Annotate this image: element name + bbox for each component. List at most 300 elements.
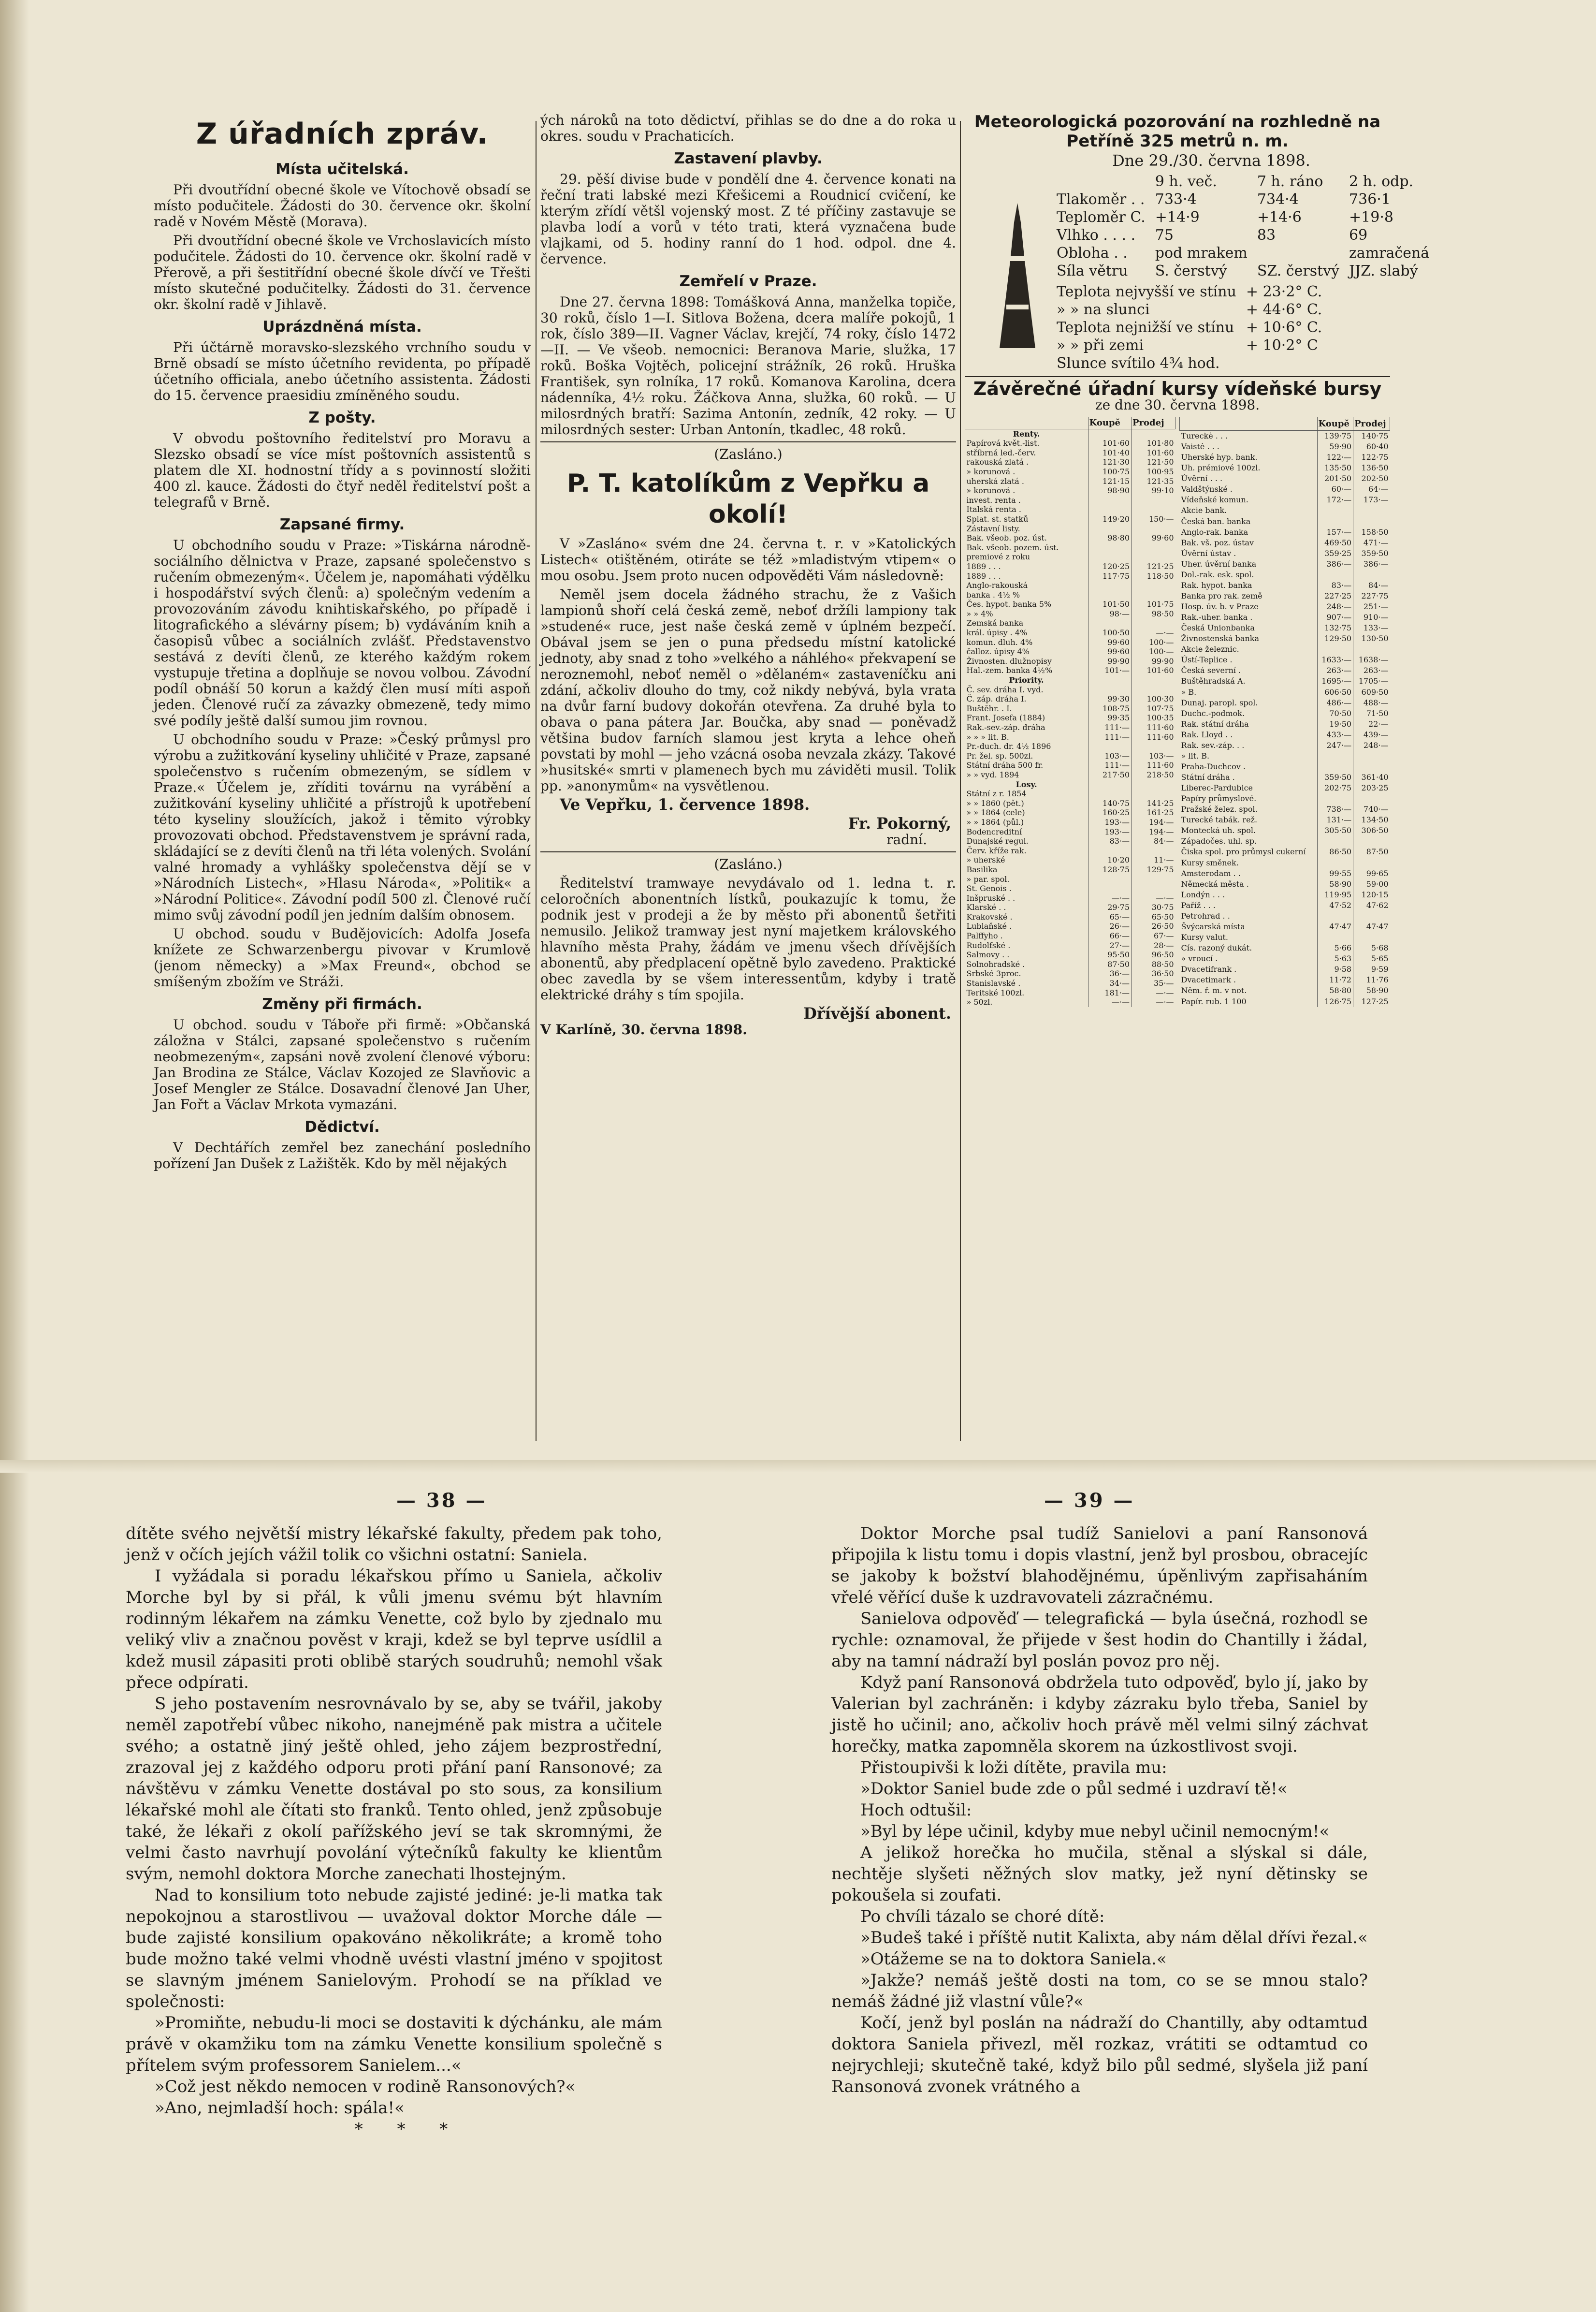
sent-in-label: (Zasláno.) xyxy=(714,856,783,872)
stock-row xyxy=(965,486,1175,496)
stock-value: 359·25 xyxy=(1317,548,1353,558)
stock-row xyxy=(1180,751,1390,761)
stock-value: 26·— xyxy=(1088,922,1131,931)
stock-name: Banka pro rak. země xyxy=(1181,591,1262,600)
stock-value xyxy=(1353,793,1390,804)
stock-name: Akcie bank. xyxy=(1181,506,1227,515)
stock-row xyxy=(965,571,1175,581)
stock-row xyxy=(1180,943,1390,953)
book-paragraph: »Byl by lépe učinil, kdyby mue nebyl učinil nemocným!« xyxy=(860,1822,1330,1841)
book-paragraph: »Budeš také i příště nutit Kalixta, aby nám dělal dřívi řezal.« xyxy=(860,1928,1368,1947)
stock-name: Zástavní listy. xyxy=(966,524,1020,533)
stock-value: 96·50 xyxy=(1132,950,1175,960)
page-number-left: — 38 — xyxy=(396,1489,487,1512)
paragraph: Neměl jsem docela žádného strachu, že z Vašich lampionů shoří celá česká země, neboť držíli lampiony tak »studené« ruce, jest naše česká země v úplném bezpečí. Obával jsem se jen o puna předsedu místní katolické jednoty, aby snad z toho »velkého a náhlého« překvapení se neroznemohl, neboť neměl o »dělaném« zastaveníčku ani zdání, ačkoliv dlouho do tmy, což nikdy nebývá, byla vrata na dvůr farní budovy dokořán otevřena. Za druhé byla to obava o pana pátera Jar. Boučka, aby snad — poněvadž většina budov farních slamou jest kryta a lehce oheň povstati by mohl — jeho vzácná osoba nevzala zkázy. Takové »husitské« smrti v plamenech bych mu záviděti musil. Tolik pp. »anonymům« na vysvětlenou. xyxy=(540,586,956,794)
stock-value xyxy=(1132,543,1175,553)
stock-value xyxy=(1088,780,1131,790)
stock-exchange-date: ze dne 30. června 1898. xyxy=(1095,397,1260,413)
stock-row xyxy=(965,457,1175,467)
stock-value xyxy=(1132,581,1175,590)
stock-name: Č. záp. dráha I. xyxy=(966,694,1027,704)
stock-row xyxy=(965,543,1175,553)
stock-value: 99·10 xyxy=(1132,486,1175,496)
stock-value: 101·60 xyxy=(1132,448,1175,458)
stock-exchange-tables xyxy=(965,417,1390,1007)
stock-value xyxy=(1132,505,1175,514)
stock-row xyxy=(965,666,1175,675)
stock-row xyxy=(1180,996,1390,1007)
weather-extra-table xyxy=(1052,283,1327,372)
stock-name: Rudolfské . xyxy=(966,940,1011,950)
weather-value: 733·4 xyxy=(1155,191,1197,208)
stock-value: 172·— xyxy=(1317,495,1353,505)
stock-value: 101·60 xyxy=(1088,439,1131,448)
stock-name: rakouská zlatá . xyxy=(966,457,1029,467)
weather-value xyxy=(1241,354,1327,372)
book-paragraph: Doktor Morche psal tudíž Sanielovi a paní Ransonová připojila k listu tomu i dopis vlastní, jenž byl prosbou, obracejíc se jakoby k božství blahodějnému, úpěnlivým zapřisaháním vřelé věřící duše k uzdravovateli zázračnému. xyxy=(831,1524,1368,1607)
stock-value: 161·25 xyxy=(1132,808,1175,818)
weather-row xyxy=(1052,226,1434,244)
stock-row xyxy=(965,742,1175,751)
stock-value: 99·65 xyxy=(1353,868,1390,878)
stock-value: 133·— xyxy=(1353,623,1390,633)
stock-name: Německá města . xyxy=(1181,879,1249,889)
stock-name: Státní dráha . xyxy=(1181,773,1235,782)
stock-value: —·— xyxy=(1132,628,1175,638)
stock-value: 1633·— xyxy=(1317,655,1353,665)
stock-name: Rak.-sev.-záp. dráha xyxy=(966,723,1045,732)
paragraph: V »Zasláno« svém dne 24. června t. r. v »Katolických Listech« otištěném, otiráte se též »mladistvým vtipem« o mou osobu. Jsem proto nucen odpověděti Vám následovně: xyxy=(540,536,956,584)
stock-row xyxy=(1180,559,1390,570)
stock-row xyxy=(965,552,1175,562)
stock-name: Anglo-rakouská xyxy=(966,581,1028,590)
stock-row xyxy=(1180,495,1390,505)
stock-value xyxy=(1353,644,1390,655)
stock-value: 131·— xyxy=(1317,815,1353,825)
stock-row xyxy=(965,865,1175,875)
stock-value xyxy=(1088,675,1131,685)
stock-value: —·— xyxy=(1132,893,1175,903)
weather-value: + 23·2° C. xyxy=(1246,283,1322,300)
stock-value xyxy=(1132,875,1175,884)
stock-table-left xyxy=(965,417,1175,1007)
stock-row xyxy=(965,524,1175,534)
stock-header-row xyxy=(1180,417,1390,431)
stock-value: 1695·— xyxy=(1317,676,1353,687)
stock-row xyxy=(965,780,1175,790)
stock-row xyxy=(965,969,1175,979)
stock-value: 121·15 xyxy=(1088,477,1131,486)
stock-row xyxy=(1180,623,1390,633)
stock-value: 471·— xyxy=(1353,537,1390,548)
signature: Fr. Pokorný, xyxy=(848,814,951,833)
stock-name: Bodencreditní xyxy=(966,827,1022,836)
stock-value: 88·50 xyxy=(1132,960,1175,969)
stock-value: 907·— xyxy=(1317,612,1353,623)
stock-value: 65·— xyxy=(1088,912,1131,922)
stock-row xyxy=(965,713,1175,723)
stock-value: 132·75 xyxy=(1317,623,1353,633)
stock-value: 130·50 xyxy=(1353,633,1390,644)
weather-label: » » na slunci xyxy=(1057,301,1150,318)
paragraph: Ředitelství tramwaye nevydávalo od 1. ledna t. r. celoročních abonentních lístků, poukazujíc k tomu, že podnik jest v prodeji a že by město při abonentů šetřiti nemusilo. Jelikož tramway jest nyní majetkem královského hlavního města Prahy, žádám ve jmenu všech dřívějších abonentů, aby předplacení opětně bylo zavedeno. Praktické obec zavedla by se všem interessentům, kdyby i tratě elektrické dráhy s tím spojila. xyxy=(540,875,956,1003)
weather-value xyxy=(1252,244,1344,262)
stock-value: 86·50 xyxy=(1317,847,1353,857)
stock-value: 118·50 xyxy=(1132,571,1175,581)
newspaper-column-2 xyxy=(540,112,956,1451)
stock-name: Uh. prémiové 100zl. xyxy=(1181,463,1261,473)
stock-row xyxy=(1180,676,1390,687)
stock-row xyxy=(1180,825,1390,836)
book-paragraph: dítěte svého největší mistry lékařské fakulty, předem pak toho, jenž v očích jejích vážil tolik co všichni ostatní: Saniela. xyxy=(126,1524,662,1565)
stock-value: 306·50 xyxy=(1353,825,1390,836)
stock-value: 99·90 xyxy=(1088,657,1131,666)
stock-name: » » 1864 (cele) xyxy=(966,808,1025,818)
stock-row xyxy=(965,467,1175,477)
stock-value: 70·50 xyxy=(1317,708,1353,718)
stock-row xyxy=(965,789,1175,799)
stock-value: 126·75 xyxy=(1317,996,1353,1007)
stock-row xyxy=(965,751,1175,761)
stock-value xyxy=(1132,884,1175,893)
stock-name: » korunová . xyxy=(966,467,1016,476)
stock-row xyxy=(965,827,1175,837)
dateline: V Karlíně, 30. června 1898. xyxy=(540,1022,747,1038)
stock-name: Pr. žel. sp. 500zl. xyxy=(966,751,1033,761)
stock-name: Zemská banka xyxy=(966,618,1024,628)
stock-row xyxy=(1180,591,1390,601)
stock-value xyxy=(1088,581,1131,590)
paragraph: V Dechtářích zemřel bez zanechání posledního pořízení Jan Dušek z Lažištěk. Kdo by měl nějakých xyxy=(154,1140,531,1171)
stock-value: 99·60 xyxy=(1132,533,1175,543)
stock-name: Vaistė . . . xyxy=(1181,442,1219,452)
stock-name: Renty. xyxy=(1013,429,1040,439)
stock-name: Dvacetifrank . xyxy=(1181,965,1237,974)
stock-value: 84·— xyxy=(1132,836,1175,846)
stock-name: čalloz. úpisy 4% xyxy=(966,647,1030,657)
stock-row xyxy=(965,638,1175,647)
stock-name: » lit. B. xyxy=(1181,751,1210,761)
stock-name: Živnosten. dlužnopisy xyxy=(966,656,1052,666)
stock-row xyxy=(965,997,1175,1007)
stock-name: Basilika xyxy=(966,864,998,874)
stock-value xyxy=(1132,846,1175,856)
stock-row xyxy=(1180,793,1390,804)
stock-name: Petrohrad . . xyxy=(1181,911,1230,921)
stock-value: 35·— xyxy=(1132,979,1175,988)
stock-row xyxy=(1180,718,1390,729)
stock-value xyxy=(1317,761,1353,772)
stock-value: 11·— xyxy=(1132,855,1175,865)
stock-value: 100·— xyxy=(1132,638,1175,647)
weather-value: 83 xyxy=(1257,227,1276,244)
stock-col-header: Koupě xyxy=(1317,417,1353,431)
stock-value: 119·95 xyxy=(1317,889,1353,900)
stock-name: Losy. xyxy=(1016,779,1037,789)
stock-value: 122·75 xyxy=(1353,452,1390,463)
stock-value: 134·50 xyxy=(1353,815,1390,825)
stock-row xyxy=(965,448,1175,458)
stock-row xyxy=(965,912,1175,922)
stock-value: 71·50 xyxy=(1353,708,1390,718)
stock-value: 100·75 xyxy=(1088,467,1131,477)
stock-col-header: Koupě xyxy=(1088,417,1131,429)
stock-value: 60·— xyxy=(1317,484,1353,495)
stock-name: Papír. rub. 1 100 xyxy=(1181,996,1247,1006)
stock-name: Lublaňské . xyxy=(966,922,1012,931)
stock-row xyxy=(965,818,1175,827)
subhead-navigation-stop: Zastavení plavby. xyxy=(674,150,823,167)
stock-value: 83·— xyxy=(1317,580,1353,591)
stock-value: 98·90 xyxy=(1088,486,1131,496)
stock-row xyxy=(1180,868,1390,878)
stock-value: 227·25 xyxy=(1317,591,1353,601)
stock-row xyxy=(965,960,1175,969)
stock-value: 11·72 xyxy=(1317,975,1353,985)
stock-value xyxy=(1132,789,1175,799)
stock-value xyxy=(1088,742,1131,751)
stock-name: banka . 4½ % xyxy=(966,590,1020,600)
stock-value: 263·— xyxy=(1353,665,1390,676)
stock-name: 1889 . . . xyxy=(966,561,1001,571)
stock-value: 227·75 xyxy=(1353,591,1390,601)
weather-col-header: 7 h. ráno xyxy=(1257,173,1323,190)
stock-value: 108·75 xyxy=(1088,704,1131,714)
stock-value: 95·50 xyxy=(1088,950,1131,960)
stock-value xyxy=(1353,857,1390,868)
stock-name: Něm. ř. m. v not. xyxy=(1181,986,1247,995)
stock-value: —·— xyxy=(1132,988,1175,998)
stock-value xyxy=(1317,793,1353,804)
weather-value: S. čerstvý xyxy=(1155,263,1227,279)
subhead-vacancies: Uprázdněná místa. xyxy=(262,318,422,336)
subhead-post: Z pošty. xyxy=(308,409,376,426)
stock-row xyxy=(965,618,1175,628)
book-page-left xyxy=(126,1523,662,2140)
stock-value: 99·30 xyxy=(1088,694,1131,704)
stock-value: 194·— xyxy=(1132,818,1175,827)
stock-value xyxy=(1353,911,1390,922)
stock-value xyxy=(1353,570,1390,580)
stock-value: 99·90 xyxy=(1132,657,1175,666)
stock-name: Papírová květ.-list. xyxy=(966,439,1040,448)
stock-value: 34·— xyxy=(1088,979,1131,988)
stock-value: 609·50 xyxy=(1353,687,1390,697)
stock-row xyxy=(1180,815,1390,825)
stock-value: 26·50 xyxy=(1132,922,1175,931)
weather-title: Meteorologická pozorování na rozhledně na Petříně 325 metrů n. m. xyxy=(974,112,1381,151)
stock-row xyxy=(1180,847,1390,857)
stock-value: 5·65 xyxy=(1353,953,1390,964)
stock-value xyxy=(1088,618,1131,628)
stock-value: 129·50 xyxy=(1317,633,1353,644)
stock-table-right xyxy=(1179,417,1390,1007)
stock-exchange-title: Závěrečné úřadní kursy vídeňské bursy xyxy=(973,378,1382,399)
stock-name: Solnohradské . xyxy=(966,959,1025,969)
stock-value: 173·— xyxy=(1353,495,1390,505)
subhead-firm-changes: Změny při firmách. xyxy=(262,995,422,1013)
weather-value: SZ. čerstvý xyxy=(1257,263,1340,279)
stock-value: 59·00 xyxy=(1353,878,1390,889)
book-paragraph: A jelikož horečka ho mučila, stěnal a slýskal si dále, nechtěje slyšeti něžných slov matky, jež nyní dětinsky se pokoušela si zoufati. xyxy=(831,1843,1368,1905)
stock-value: 128·75 xyxy=(1088,865,1131,875)
paragraph: U obchod. soudu v Táboře při firmě: »Občanská záložna v Stálci, zapsané společenstvo s ručením neobmezeným«, zapsáni nově zvolení členové výboru: Jan Brodina ze Stálce, Václav Kozojed ze Slavňovic a Josef Mengler ze Stálce. Dosavadní členové Jan Uher, Jan Fořt a Václav Mrkota vymazáni. xyxy=(154,1017,531,1112)
book-paragraph: S jeho postavením nesrovnávalo by se, aby se tvářil, jakoby neměl zapotřebí vůbec nikoho, nanejméně pak mistra a učitele svého; a ostatně jiný ještě ohled, jeho zájem bezprostřední, zrazoval jej z každého odporu proti přání paní Ransonové; za návštěvu v zámku Venette dostával po sto sous, za konsilium lékařské mohl ale čítati sto franků. Tento ohled, jenž způsobuje také, že lékaři z okolí pařížského jeví se tak skromnými, že velmi často navrhují povolání výtečníků fakulty ke klientům svým, nemohl doktora Morche zanechati lhostejným. xyxy=(126,1694,662,1884)
weather-value: zamračená xyxy=(1349,245,1430,262)
stock-value: 433·— xyxy=(1317,730,1353,740)
stock-row xyxy=(965,770,1175,780)
stock-row xyxy=(965,439,1175,448)
stock-row xyxy=(965,855,1175,865)
stock-value: 101·80 xyxy=(1132,439,1175,448)
stock-row xyxy=(1180,804,1390,815)
stock-row xyxy=(965,875,1175,884)
stock-value: 10·20 xyxy=(1088,855,1131,865)
subhead-registered-firms: Zapsané firmy. xyxy=(279,516,405,533)
stock-name: Pražské želez. spol. xyxy=(1181,805,1258,814)
book-paragraph: Kočí, jenž byl poslán na nádraží do Chantilly, aby odtamtud doktora Saniela přivezl, měl rozkaz, vrátiti se odtamtud co nejrychleji; skutečně také, když bilo půl sedmé, slyšela již paní Ransonová zvonek vrátného a xyxy=(831,2013,1368,2096)
stock-name: Západočes. uhl. sp. xyxy=(1181,836,1257,846)
stock-row xyxy=(965,704,1175,714)
stock-name: » vroucí . xyxy=(1181,954,1218,964)
stock-value: 58·90 xyxy=(1317,878,1353,889)
stock-value: 121·35 xyxy=(1132,477,1175,486)
stock-value: 30·75 xyxy=(1132,903,1175,912)
weather-value: 69 xyxy=(1349,227,1368,244)
stock-value: 488·— xyxy=(1353,697,1390,708)
stock-row xyxy=(1180,570,1390,580)
stock-row xyxy=(1180,911,1390,922)
stock-value: 59·90 xyxy=(1317,441,1353,452)
stock-value: 158·50 xyxy=(1353,527,1390,537)
stock-name: Čes. hypot. banka 5% xyxy=(966,600,1052,609)
stock-value xyxy=(1353,932,1390,943)
stock-value xyxy=(1353,836,1390,847)
stock-value: 47·47 xyxy=(1353,922,1390,932)
stock-value: 64·— xyxy=(1353,484,1390,495)
stock-name: Rak. státní dráha xyxy=(1181,719,1249,729)
weather-label: Síla větru xyxy=(1057,263,1128,279)
book-page-right xyxy=(831,1523,1368,2097)
stock-value: 87·50 xyxy=(1088,960,1131,969)
stock-value: —·— xyxy=(1132,997,1175,1007)
stock-name: Dol.-rak. esk. spol. xyxy=(1181,570,1254,579)
stock-name: Salmovy . . xyxy=(966,950,1010,960)
stock-name: Dunajské regul. xyxy=(966,836,1029,846)
weather-label: Teplota nejvyšší ve stínu xyxy=(1057,283,1236,300)
weather-date: Dne 29./30. června 1898. xyxy=(1112,151,1310,170)
book-paragraph: Hoch odtušil: xyxy=(860,1800,972,1820)
stock-value: 99·35 xyxy=(1088,713,1131,723)
stock-name: král. úpisy . 4% xyxy=(966,628,1028,638)
divider xyxy=(540,851,956,852)
stock-value xyxy=(1088,789,1131,799)
weather-value: + 10·2° C xyxy=(1246,337,1318,354)
stock-name: Rak. sev.-záp. . . xyxy=(1181,740,1245,750)
stock-value: 58·80 xyxy=(1317,985,1353,996)
stock-row xyxy=(1180,644,1390,655)
section-title: Z úřadních zpráv. xyxy=(196,117,489,151)
stock-name: Státní z r. 1854 xyxy=(966,789,1027,799)
stock-value: 120·25 xyxy=(1088,562,1131,571)
stock-row xyxy=(965,941,1175,951)
book-paragraph: »Doktor Saniel bude zde o půl sedmé i uzdraví tě!« xyxy=(860,1779,1288,1799)
stock-value xyxy=(1132,552,1175,562)
stock-value: 469·50 xyxy=(1317,537,1353,548)
weather-row xyxy=(1052,208,1434,226)
stock-row xyxy=(1180,772,1390,783)
weather-col-header: 2 h. odp. xyxy=(1349,173,1414,190)
signature: Dřívější abonent. xyxy=(803,1004,951,1023)
stock-value xyxy=(1132,429,1175,439)
stock-value: 193·— xyxy=(1088,827,1131,837)
stock-value: 160·25 xyxy=(1088,808,1131,818)
stock-name: Kursy směnek. xyxy=(1181,858,1239,867)
stock-name: Krakovské . xyxy=(966,912,1013,922)
stock-value: 101·75 xyxy=(1132,600,1175,609)
stock-value: 9·58 xyxy=(1317,964,1353,975)
stock-row xyxy=(965,685,1175,695)
stock-value: 157·— xyxy=(1317,527,1353,537)
stock-name: Česká Unionbanka xyxy=(1181,623,1255,633)
paragraph: U obchodního soudu v Praze: »Český průmysl pro výrobu a zužitkování kyseliny uhličité v Praze, zapsané společenstvo s ručením obmezeným, se sídlem v Praze.« Účelem je, zříditi továrnu na vyrábění a zužitkování kyseliny uhličité a přístrojů k upotřebení této kyseliny sloužících, jakož i těmito výrobky provozovati obchod. Představenstvem je správní rada, skládající se z devíti členů na tři léta volených. Svolání valné hromady a vyhlášky společenstva dějí se v »Národních Listech«, »Hlasu Národa«, »Politik« a »Národní Politice«. Závodní podíl 500 zl. Členové ručí mimo svůj závodní podíl jen jedním dalším obnosem. xyxy=(154,732,531,923)
stock-name: Kursy valut. xyxy=(1181,932,1228,942)
stock-name: Duchc.-podmok. xyxy=(1181,708,1245,718)
stock-value: 193·— xyxy=(1088,818,1131,827)
stock-value: 121·25 xyxy=(1132,562,1175,571)
stock-name: Hosp. úv. b. v Praze xyxy=(1181,602,1259,611)
book-paragraph: »Jakže? nemáš ještě dosti na tom, co se se mnou stalo? nemáš žádné již vlastní vůle?« xyxy=(831,1971,1368,2011)
stock-name: komun. dluh. 4% xyxy=(966,637,1033,647)
stock-row xyxy=(1180,548,1390,558)
stock-value: 386·— xyxy=(1317,559,1353,570)
stock-value: 60·40 xyxy=(1353,441,1390,452)
stock-value: 111·60 xyxy=(1132,761,1175,770)
weather-value: 736·1 xyxy=(1349,191,1391,208)
stock-row xyxy=(965,931,1175,941)
stock-row xyxy=(1180,730,1390,740)
stock-value: 738·— xyxy=(1317,804,1353,815)
stock-name: Valdštýnské . xyxy=(1181,484,1233,494)
stock-value: 150·— xyxy=(1132,514,1175,524)
stock-value: 120·15 xyxy=(1353,889,1390,900)
stock-row xyxy=(965,979,1175,988)
stock-name: » uherské xyxy=(966,855,1005,865)
stock-row xyxy=(1180,761,1390,772)
stock-name: Amsterodam . . xyxy=(1181,868,1241,878)
subhead-teaching-posts: Místa učitelská. xyxy=(276,161,409,178)
stock-name: Cís. razoný dukát. xyxy=(1181,943,1252,952)
stock-row xyxy=(1180,836,1390,847)
stock-value: 247·— xyxy=(1317,740,1353,751)
stock-value xyxy=(1088,875,1131,884)
newspaper-column-1 xyxy=(154,112,531,1451)
stock-row xyxy=(1180,740,1390,751)
stock-value: 202·75 xyxy=(1317,783,1353,793)
paragraph: U obchodního soudu v Praze: »Tiskárna národně-sociálního dělnictva v Praze, zapsané společenstvo s ručením obmezeným«. Účelem je, napomáhati výdělku i hospodářství svých členů: a) společným vedením a provozováním závodu knihtiskařského, po případě i litografického a slévárny písem; b) vydáváním knih a časopisů vůbec a sociálních zvlášť. Představenstvo sestává z devíti členů, ze kterého každým rokem vystupuje třetina a doplňuje se novou volbou. Závodní podíl obnáší 50 korun a každý člen musí míti aspoň jeden. Členové ručí za závazky obmezeně, tedy mimo své podíly ještě další sumou jim rovnou. xyxy=(154,537,531,729)
stock-value xyxy=(1317,932,1353,943)
stock-value xyxy=(1132,590,1175,600)
stock-value: 100·50 xyxy=(1088,628,1131,638)
page-number-right: — 39 — xyxy=(1044,1489,1135,1512)
book-paragraph: »Promiňte, nebudu-li moci se dostaviti k dýchánku, ale mám právě v okamžiku tom na zámku Venette konsilium společně s přítelem svým professorem Sanielem...« xyxy=(126,2013,662,2075)
stock-name: Pr.-duch. dr. 4½ 1896 xyxy=(966,742,1051,751)
stock-value: 101·40 xyxy=(1088,448,1131,458)
stock-value xyxy=(1132,496,1175,505)
petrin-tower-icon xyxy=(996,203,1039,348)
stock-value: —·— xyxy=(1088,997,1131,1007)
stock-row xyxy=(1180,601,1390,612)
